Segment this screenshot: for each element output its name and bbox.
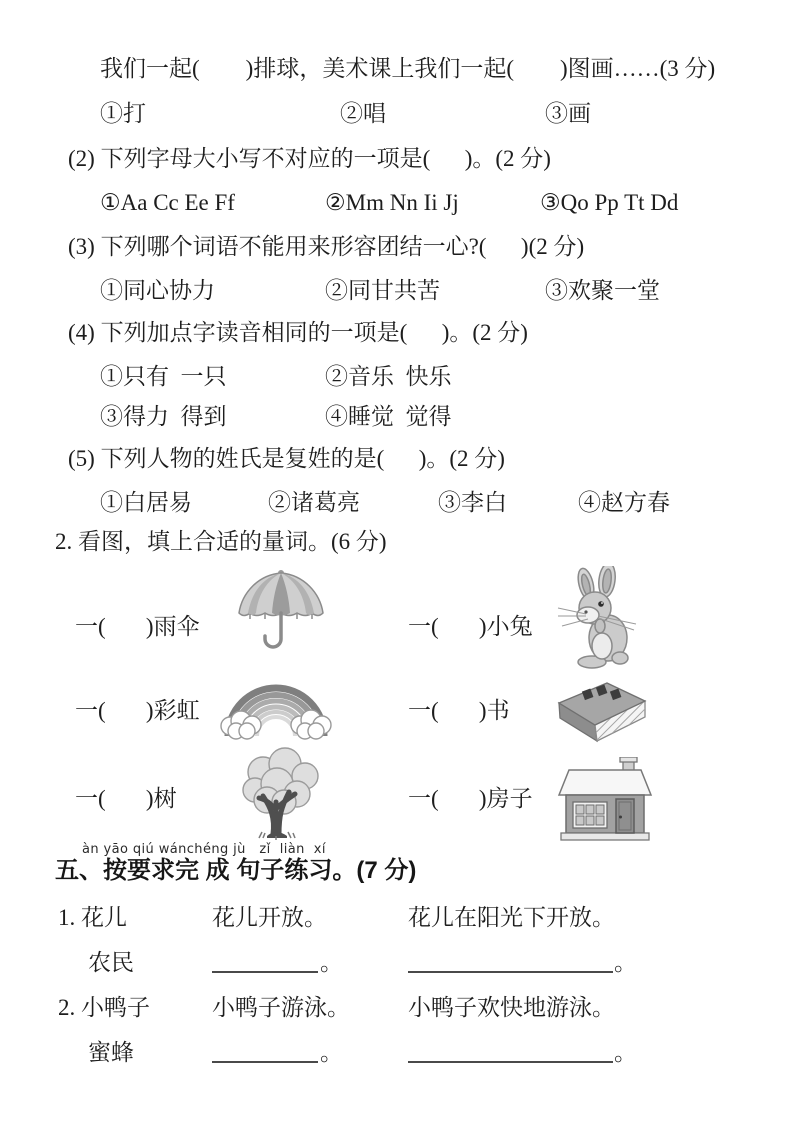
measure-label-tree: 一( )树 [75, 786, 177, 811]
sentence-1-subject: 1. 花儿 [58, 905, 127, 930]
sentence-2-example: 小鸭子游泳。 [212, 995, 350, 1020]
section-5-heading: 五、按要求完 成 句子练习。(7 分) [55, 857, 417, 884]
question-1-option-1: ①打 [100, 101, 146, 126]
question-3-stem: (3) 下列哪个词语不能用来形容团结一心?( )(2 分) [68, 234, 585, 259]
question-1-stem: 我们一起( )排球，美术课上我们一起( )图画……(3 分) [100, 56, 716, 81]
answer-blank [212, 971, 318, 973]
question-3-option-2: ②同甘共苦 [325, 278, 440, 303]
question-4-option-2: ②音乐 快乐 [325, 364, 452, 389]
section-5-pinyin: àn yāo qiú wánchéng jù zǐ liàn xí [82, 842, 326, 857]
blank-period: 。 [320, 950, 343, 975]
rabbit-illustration [550, 566, 645, 669]
question-1-option-2: ②唱 [340, 101, 386, 126]
question-3-option-3: ③欢聚一堂 [545, 278, 660, 303]
question-5-option-4: ④赵方春 [578, 490, 670, 515]
question-5-option-2: ②诸葛亮 [268, 490, 360, 515]
rainbow-illustration [214, 678, 338, 740]
question-5-stem: (5) 下列人物的姓氏是复姓的是( )。(2 分) [68, 446, 505, 471]
question-4-option-1: ①只有 一只 [100, 364, 227, 389]
question-1-option-3: ③画 [545, 101, 591, 126]
tree-illustration [229, 742, 331, 844]
answer-blank [212, 1061, 318, 1063]
question-4-stem: (4) 下列加点字读音相同的一项是( )。(2 分) [68, 320, 528, 345]
blank-period: 。 [614, 950, 637, 975]
measure-label-rabbit: 一( )小兔 [408, 614, 533, 639]
measure-words-heading: 2. 看图，填上合适的量词。(6 分) [55, 529, 387, 554]
answer-blank [408, 1061, 613, 1063]
question-2-option-1: ①Aa Cc Ee Ff [100, 190, 235, 215]
book-illustration [549, 677, 651, 747]
question-4-option-4: ④睡觉 觉得 [325, 404, 452, 429]
question-2-option-2: ②Mm Nn Ii Jj [325, 190, 459, 215]
question-5-option-3: ③李白 [438, 490, 507, 515]
question-2-option-3: ③Qo Pp Tt Dd [540, 190, 679, 215]
question-4-option-3: ③得力 得到 [100, 404, 227, 429]
sentence-2-expanded: 小鸭子欢快地游泳。 [408, 995, 615, 1020]
sentence-1-subject-2: 农民 [88, 950, 134, 975]
sentence-2-subject: 2. 小鸭子 [58, 995, 150, 1020]
measure-label-umbrella: 一( )雨伞 [75, 614, 200, 639]
question-2-stem: (2) 下列字母大小写不对应的一项是( )。(2 分) [68, 146, 551, 171]
sentence-1-example: 花儿开放。 [212, 905, 327, 930]
blank-period: 。 [614, 1040, 637, 1065]
question-3-option-1: ①同心协力 [100, 278, 215, 303]
question-5-option-1: ①白居易 [100, 490, 192, 515]
measure-label-rainbow: 一( )彩虹 [75, 698, 200, 723]
measure-label-house: 一( )房子 [408, 786, 533, 811]
sentence-1-expanded: 花儿在阳光下开放。 [408, 905, 615, 930]
blank-period: 。 [320, 1040, 343, 1065]
umbrella-illustration [228, 567, 334, 665]
house-illustration [553, 757, 657, 841]
answer-blank [408, 971, 613, 973]
measure-label-book: 一( )书 [408, 698, 510, 723]
sentence-2-subject-2: 蜜蜂 [88, 1040, 134, 1065]
